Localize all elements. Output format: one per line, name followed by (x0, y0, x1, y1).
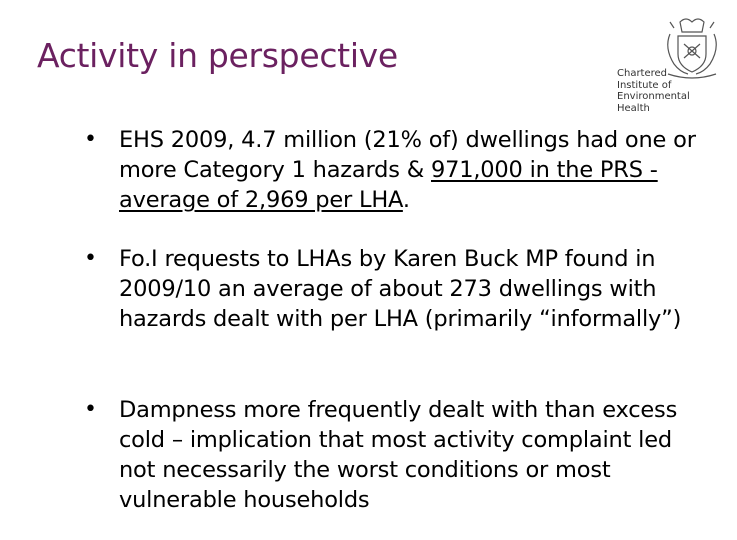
bullet-text-part: Fo.I requests to LHAs by Karen Buck MP found in 2009/10 an average of about 273 dwellings with hazards dealt with per LHA (primarily “informally”) (119, 246, 682, 332)
bullet-text (119, 125, 699, 215)
bullet-text-underlined: 971,000 in the PRS - average of 2,969 per LHA (119, 157, 658, 213)
bullet-text-part: EHS 2009, 4.7 million (21% of) dwellings had one or more Category 1 hazards & (119, 127, 696, 183)
bullet-dot: • (84, 397, 97, 422)
logo-line: Chartered (617, 68, 668, 79)
logo-line: Environmental (617, 91, 690, 102)
bullet-dot: • (84, 246, 97, 271)
bullet-dot: • (84, 127, 97, 152)
bullet-text (119, 244, 699, 334)
slide-title: Activity in perspective (37, 36, 398, 75)
bullet-text (119, 395, 699, 515)
bullet-text-part: . (402, 187, 410, 213)
logo-text (617, 68, 690, 114)
logo-line: Health (617, 102, 650, 114)
bullet-text-part: Dampness more frequently dealt with than excess cold – implication that most activity complaint led not necessarily the worst conditions or most vulnerable households (119, 397, 678, 513)
logo-line: Institute of (617, 79, 672, 91)
